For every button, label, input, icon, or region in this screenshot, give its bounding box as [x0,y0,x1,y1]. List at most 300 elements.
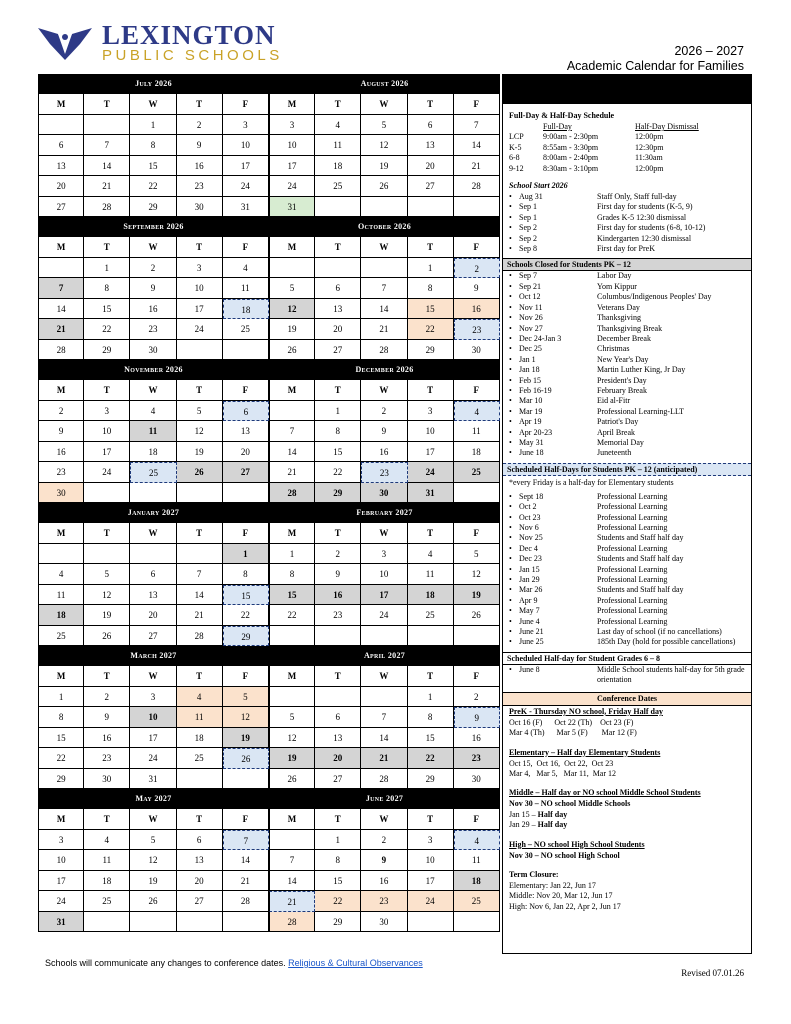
bullet: • [509,271,512,281]
calendar-day: 24 [177,319,223,340]
calendar-day: 12 [454,564,500,585]
list-item [509,513,747,523]
calendar-subtitle: Academic Calendar for Families [566,59,744,73]
calendar-day: 21 [269,462,315,483]
calendar-day: 7 [361,278,407,299]
calendar-day: 8 [315,850,361,871]
weekday-label: W [130,380,176,401]
calendar-day: 15 [84,299,130,320]
calendar-day: 2 [38,401,84,422]
month-header-bar [38,217,500,237]
item-date: June 25 [519,637,544,647]
calendar-day: 30 [84,769,130,790]
calendar-day: 25 [84,891,130,912]
calendar-day: 9 [361,421,407,442]
month-grid [38,809,500,932]
calendar-day: 16 [361,442,407,463]
list-item [509,386,747,396]
list-item [509,428,747,438]
calendar-day: 3 [177,258,223,279]
calendar-day: 1 [315,830,361,851]
calendar-day: 17 [361,585,407,606]
calendar-day: 7 [269,421,315,442]
calendar-day: 16 [454,728,500,749]
calendar-day: 16 [130,299,176,320]
bullet: • [509,512,512,522]
document-title [567,44,744,74]
calendar-day: 22 [408,748,454,769]
calendar-day: 19 [269,748,315,769]
calendar-day: 26 [223,748,269,769]
calendar-day: 27 [408,176,454,197]
list-item [509,502,747,512]
item-date: Oct 23 [519,512,541,522]
calendar-day: 28 [454,176,500,197]
calendar-day: 12 [361,135,407,156]
list-item [509,292,747,302]
ms-conference-title: Middle – Half day or NO school Middle School Students [509,788,701,798]
weekday-label: M [269,94,315,115]
calendar-day: 11 [454,850,500,871]
calendar-day: 23 [177,176,223,197]
month-header-bar [38,74,500,94]
calendar-day: 8 [84,278,130,299]
bullet: • [509,554,512,564]
district-logo [36,22,283,64]
calendar-day: 10 [38,850,84,871]
logo-subtitle: PUBLIC SCHOOLS [102,47,283,64]
schedule-cell: 11:30am [635,153,663,163]
calendar-day: 16 [361,871,407,892]
calendar-day: 7 [269,850,315,871]
calendar-day: 17 [84,442,130,463]
calendar-day: 12 [130,850,176,871]
calendar-day: 9 [84,707,130,728]
bullet: • [509,575,512,585]
schedule-header [509,122,747,132]
item-desc: Eid al-Fitr [597,396,631,406]
item-date: Sept 18 [519,491,544,501]
conference-heading: Conference Dates [503,692,751,706]
calendar-day: 13 [177,850,223,871]
calendar-day: 5 [269,278,315,299]
calendar-day: 7 [361,707,407,728]
weekday-label: M [38,809,84,830]
item-date: Jan 1 [519,354,536,364]
calendar-day: 7 [223,830,269,851]
calendar-day [38,258,84,279]
weekday-label: T [408,809,454,830]
calendar-day: 21 [177,605,223,626]
calendar-day: 2 [177,115,223,136]
bullet: • [509,292,512,302]
month-pair [38,360,500,503]
calendar-day: 22 [408,319,454,340]
weekday-label: W [130,523,176,544]
bullet: • [509,585,512,595]
calendar-day: 8 [408,707,454,728]
schedule-cell: 9-12 [509,163,524,173]
calendar-day: 1 [223,544,269,565]
calendar-day: 30 [130,340,176,361]
calendar-day: 1 [269,544,315,565]
list-item [509,313,747,323]
calendar-day: 15 [38,728,84,749]
item-desc: Staff Only, Staff full-day [597,192,677,202]
calendar-day: 4 [130,401,176,422]
calendar-day: 29 [408,340,454,361]
month-title: November 2026 [124,365,183,374]
ms-half-heading: Scheduled Half-day for Student Grades 6 – 8 [503,652,751,665]
calendar-day: 15 [408,299,454,320]
item-desc: April Break [597,427,635,437]
month-grid [38,237,500,360]
calendar-day: 8 [38,707,84,728]
calendar-day: 27 [38,197,84,218]
weekday-label: T [177,237,223,258]
calendar-day: 23 [84,748,130,769]
calendar-day: 19 [269,319,315,340]
calendar-day: 13 [223,421,269,442]
calendar-day: 6 [315,707,361,728]
weekday-label: F [223,237,269,258]
weekday-label: T [84,94,130,115]
schedule-cell: 12:30pm [635,142,664,152]
item-desc: Patriot's Day [597,417,639,427]
item-date: Nov 26 [519,313,543,323]
item-date: Jan 15 [519,564,540,574]
list-item [509,627,747,637]
calendar-day: 23 [38,462,84,483]
calendar-day [130,544,176,565]
calendar-day: 29 [223,626,269,647]
calendar-day: 31 [38,912,84,933]
bullet: • [509,491,512,501]
bullet: • [509,502,512,512]
calendar-day: 8 [223,564,269,585]
calendar-day: 12 [223,707,269,728]
calendar-day: 5 [361,115,407,136]
list-item [509,565,747,575]
weekday-label: T [177,809,223,830]
item-desc: Students and Staff half day [597,554,684,564]
list-item [509,376,747,386]
weekday-label: W [361,237,407,258]
item-desc: Professional Learning [597,512,668,522]
item-date: June 4 [519,616,540,626]
bullet: • [509,616,512,626]
calendar-day: 5 [130,830,176,851]
item-date: Sep 21 [519,281,541,291]
list-item [509,344,747,354]
month-grid [38,523,500,646]
calendar-day: 2 [361,830,407,851]
item-date: Dec 23 [519,554,542,564]
bullet: • [509,406,512,416]
calendar-day: 9 [177,135,223,156]
calendar-day: 25 [315,176,361,197]
calendar-day: 3 [361,544,407,565]
calendar-day [130,912,176,933]
item-desc: Christmas [597,344,630,354]
weekday-label: M [269,380,315,401]
schedule-cell: 6-8 [509,153,520,163]
calendar-day [223,769,269,790]
list-item: • June 8 Middle School students half-day for 5th grade orientation [509,664,745,685]
calendar-day: 28 [223,891,269,912]
weekday-label: F [454,809,500,830]
religious-observances-link[interactable]: Religious & Cultural Observances [288,958,423,968]
weekday-label: W [130,809,176,830]
calendar-day: 25 [130,462,176,483]
list-item [509,448,747,458]
calendar-day: 30 [361,912,407,933]
calendar-day: 24 [130,748,176,769]
weekday-label: W [130,94,176,115]
calendar-day: 24 [223,176,269,197]
item-date: Dec 25 [519,344,542,354]
calendar-day: 17 [177,299,223,320]
bullet: • [509,365,512,375]
calendar-day: 13 [38,156,84,177]
calendar-day [223,340,269,361]
item-desc: Students and Staff half day [597,585,684,595]
calendar-day: 1 [408,687,454,708]
weekday-label: T [408,666,454,687]
calendar-day: 22 [315,891,361,912]
schedule-row [509,164,747,174]
list-item [509,407,747,417]
month-title: June 2027 [365,794,404,803]
calendar-day: 24 [38,891,84,912]
item-date: June 18 [519,448,544,458]
month-title: October 2026 [357,222,412,231]
item-date: Apr 19 [519,417,542,427]
list-item [509,324,747,334]
bullet: • [509,223,512,233]
calendar-day: 12 [84,585,130,606]
item-date: Aug 31 [519,192,543,202]
item-date: May 31 [519,437,544,447]
weekday-label: T [408,523,454,544]
calendar-day: 28 [84,197,130,218]
calendar-day [315,197,361,218]
calendar-day: 15 [223,585,269,606]
calendar-day: 14 [269,442,315,463]
calendar-day: 13 [408,135,454,156]
calendar-day: 1 [38,687,84,708]
calendar-day: 30 [177,197,223,218]
calendar-day: 26 [454,605,500,626]
calendar-day: 20 [177,871,223,892]
calendar-day: 21 [454,156,500,177]
calendar-day: 7 [454,115,500,136]
weekday-label: T [315,237,361,258]
calendar-day: 31 [408,483,454,504]
item-desc: First day for PreK [597,244,655,254]
calendar-day: 26 [130,891,176,912]
list-item [509,334,747,344]
item-desc: Yom Kippur [597,281,637,291]
month-title: September 2026 [123,222,184,231]
calendar-day: 29 [408,769,454,790]
list-item [509,585,747,595]
calendar-day: 14 [223,850,269,871]
calendar-key-panel [502,74,752,954]
calendar-day: 17 [130,728,176,749]
calendar-day: 10 [408,850,454,871]
item-desc: Juneteenth [597,448,632,458]
calendar-day: 9 [361,850,407,871]
calendar-day: 15 [130,156,176,177]
calendar-day: 18 [408,585,454,606]
calendar-day: 16 [38,442,84,463]
calendar-day: 10 [130,707,176,728]
calendar-day [269,626,315,647]
calendar-day: 16 [315,585,361,606]
calendar-day: 28 [177,626,223,647]
calendar-day: 7 [84,135,130,156]
bullet: • [509,437,512,447]
calendar-day: 25 [454,891,500,912]
list-item [509,596,747,606]
calendar-day: 28 [269,912,315,933]
weekday-label: F [223,666,269,687]
calendar-day: 3 [269,115,315,136]
bullet: • [509,427,512,437]
calendar-day: 7 [38,278,84,299]
schedule-title: Full-Day & Half-Day Schedule [509,111,615,120]
weekday-label: T [84,523,130,544]
calendar-day: 10 [408,421,454,442]
item-desc: First day for students (K-5, 9) [597,202,693,212]
list-item [509,303,747,313]
calendar-day: 9 [454,278,500,299]
calendar-day [269,401,315,422]
calendar-day: 27 [315,340,361,361]
month-title: August 2026 [360,79,409,88]
calendar-day [454,912,500,933]
bullet: • [509,281,512,291]
calendar-day: 29 [315,483,361,504]
weekday-label: M [269,237,315,258]
calendar-day: 3 [38,830,84,851]
calendar-day: 3 [408,401,454,422]
calendar-day [454,197,500,218]
weekday-label: F [223,523,269,544]
schedule-cell: 8:30am - 3:10pm [543,163,599,173]
month-grid [38,94,500,217]
calendar-day: 19 [223,728,269,749]
calendar-day: 4 [38,564,84,585]
calendar-day: 2 [130,258,176,279]
weekday-label: T [84,380,130,401]
calendar-day: 6 [38,135,84,156]
calendar-day: 16 [84,728,130,749]
month-title: March 2027 [130,651,177,660]
calendar-day: 24 [408,891,454,912]
calendar-day: 26 [361,176,407,197]
weekday-label: W [130,666,176,687]
calendar-day: 19 [361,156,407,177]
calendar-day: 5 [454,544,500,565]
calendar-day: 27 [315,769,361,790]
calendar-day: 21 [361,319,407,340]
calendar-day [84,544,130,565]
calendar-day: 21 [361,748,407,769]
item-desc: Professional Learning [597,543,668,553]
calendar-day: 20 [315,748,361,769]
item-desc: December Break [597,333,651,343]
bullet: • [509,627,512,637]
weekday-label: T [315,380,361,401]
calendar-day: 23 [130,319,176,340]
bullet: • [509,233,512,243]
item-date: Sep 1 [519,212,537,222]
calendar-day [361,626,407,647]
calendar-day: 14 [454,135,500,156]
calendar-day: 4 [177,687,223,708]
item-date: Feb 16-19 [519,385,552,395]
calendar-day: 23 [361,891,407,912]
calendar-day: 19 [454,585,500,606]
calendar-day: 10 [177,278,223,299]
calendar-day: 20 [408,156,454,177]
calendar-day: 13 [315,299,361,320]
item-date: Mar 10 [519,396,543,406]
item-date: Mar 26 [519,585,543,595]
term-closure-line: Middle: Nov 20, Mar 12, Jun 17 [509,891,613,901]
calendar-day: 8 [269,564,315,585]
weekday-label: M [269,666,315,687]
item-desc: 185th Day (hold for possible cancellations) [597,637,736,647]
weekday-label: M [38,237,84,258]
calendar-day: 16 [454,299,500,320]
bullet: • [509,595,512,605]
calendar-day: 14 [361,299,407,320]
calendar-day: 13 [315,728,361,749]
item-date: Feb 15 [519,375,541,385]
calendar-day: 4 [315,115,361,136]
prek-conference-title: PreK - Thursday NO school, Friday Half day [509,706,663,716]
calendar-day: 31 [269,197,315,218]
item-date: Sep 1 [519,202,537,212]
calendar-day: 5 [223,687,269,708]
calendar-day [315,626,361,647]
calendar-day: 14 [84,156,130,177]
calendar-day: 11 [408,564,454,585]
calendar-day [177,483,223,504]
half-days-note: *every Friday is a half-day for Elementary students [509,477,674,487]
calendar-day: 25 [38,626,84,647]
item-desc: Grades K-5 12:30 dismissal [597,212,687,222]
calendar-day: 9 [315,564,361,585]
item-desc: Thanksgiving Break [597,323,663,333]
logo-name: LEXINGTON [102,20,276,50]
school-year: 2026 – 2027 [674,44,744,58]
weekday-label: W [361,666,407,687]
calendar-day [177,769,223,790]
calendar-day: 5 [269,707,315,728]
half-days-heading: Scheduled Half-Days for Students PK – 12 (anticipated) [503,463,751,476]
calendar-day: 20 [223,442,269,463]
weekday-label: F [223,380,269,401]
calendar-day: 12 [269,728,315,749]
bullet: • [509,323,512,333]
calendar-day: 22 [130,176,176,197]
schedule-cell: 12:00pm [635,132,664,142]
weekday-label: W [361,94,407,115]
